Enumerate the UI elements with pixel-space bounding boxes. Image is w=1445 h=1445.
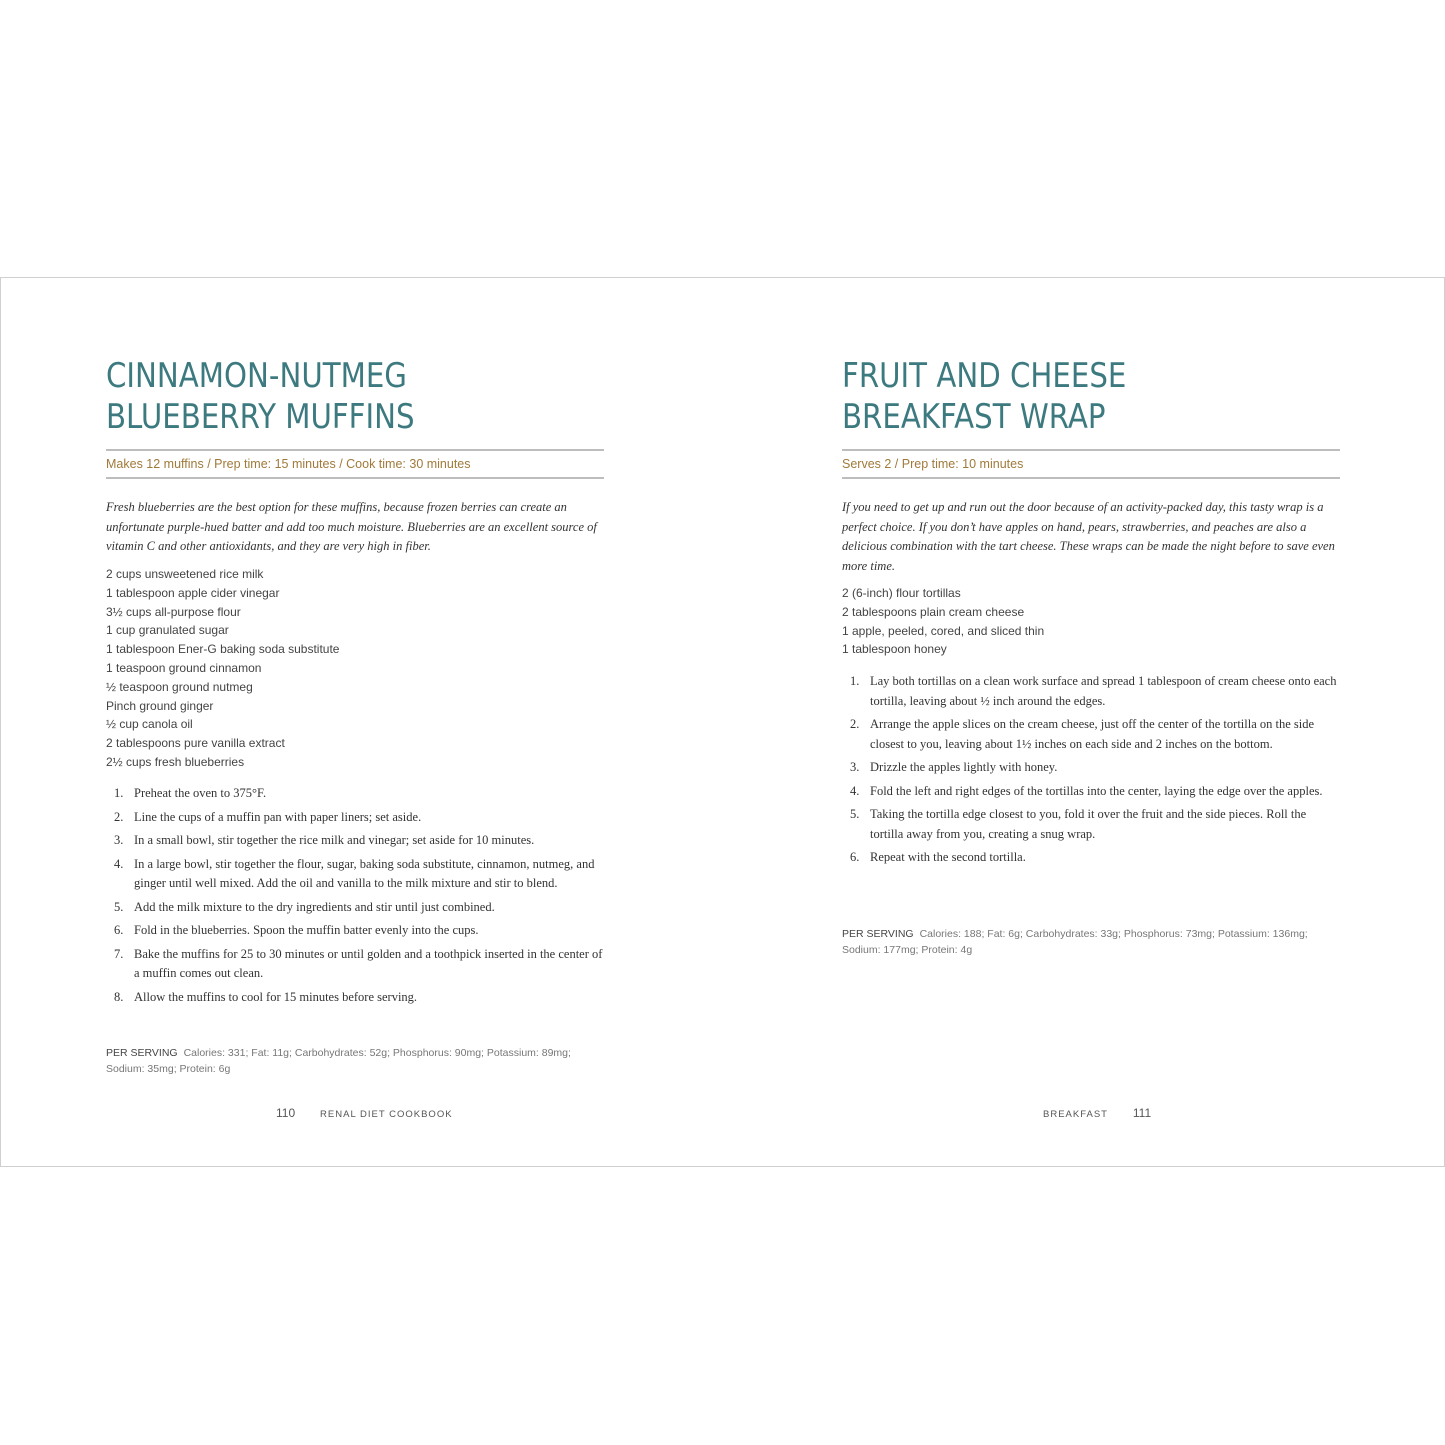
step-number: 3. bbox=[114, 833, 124, 847]
step-text: Arrange the apple slices on the cream cheese, just off the center of the tortilla on the side closest to you, leaving about 1½ inches on each side and 2 inches on the bottom. bbox=[870, 717, 1315, 751]
ingredient-list bbox=[106, 565, 339, 772]
title-line-2: BLUEBERRY MUFFINS bbox=[106, 397, 415, 437]
step-item bbox=[106, 945, 604, 984]
step-number: 5. bbox=[850, 807, 860, 821]
step-list bbox=[842, 672, 1340, 872]
nutrition-info bbox=[106, 1045, 604, 1077]
step-text: In a large bowl, stir together the flour, sugar, baking soda substitute, cinnamon, nutmeg, and ginger until well mixed. Add the oil and vanilla to the milk mixture and stir to blend. bbox=[134, 856, 595, 890]
step-item bbox=[106, 855, 604, 894]
step-number: 1. bbox=[114, 786, 124, 800]
step-item bbox=[842, 805, 1340, 844]
ingredient-item: 2 (6-inch) flour tortillas bbox=[842, 586, 961, 600]
step-text: Repeat with the second tortilla. bbox=[870, 850, 1026, 864]
title-line-1: FRUIT AND CHEESE bbox=[842, 356, 1127, 396]
step-text: In a small bowl, stir together the rice milk and vinegar; set aside for 10 minutes. bbox=[134, 833, 535, 847]
page-number: 110 bbox=[276, 1106, 296, 1120]
step-number: 6. bbox=[114, 923, 124, 937]
recipe-meta: Makes 12 muffins / Prep time: 15 minutes / Cook time: 30 minutes bbox=[106, 457, 471, 471]
page-footer bbox=[1043, 1104, 1151, 1122]
step-item bbox=[842, 782, 1340, 802]
ingredient-item: 1 teaspoon ground cinnamon bbox=[106, 660, 262, 675]
title-line-2: BREAKFAST WRAP bbox=[842, 397, 1106, 437]
step-text: Lay both tortillas on a clean work surface and spread 1 tablespoon of cream cheese onto each tortilla, leaving about ½ inch around the edges. bbox=[870, 674, 1337, 708]
recipe-title bbox=[106, 356, 415, 438]
step-number: 3. bbox=[850, 760, 860, 774]
ingredient-item: 1 apple, peeled, cored, and sliced thin bbox=[842, 623, 1045, 638]
ingredient-item: ½ cup canola oil bbox=[106, 717, 193, 732]
ingredient-item: 2 tablespoons plain cream cheese bbox=[842, 604, 1025, 619]
step-number: 2. bbox=[850, 717, 860, 731]
title-line-1: CINNAMON-NUTMEG bbox=[106, 356, 407, 396]
recipe-intro: Fresh blueberries are the best option for these muffins, because frozen berries can create an unfortunate purple-hued batter and add too much moisture. Blueberries are an excellent source of vitamin C and other antioxidants, and they are very high in fiber. bbox=[106, 500, 597, 553]
step-text: Fold the left and right edges of the tortillas into the center, laying the edge over the apples. bbox=[870, 783, 1323, 798]
step-number: 1. bbox=[850, 674, 860, 688]
ingredient-item: ½ teaspoon ground nutmeg bbox=[106, 679, 253, 694]
step-item bbox=[106, 808, 604, 828]
ingredient-item: 1 tablespoon apple cider vinegar bbox=[106, 585, 280, 600]
step-text: Preheat the oven to 375°F. bbox=[134, 786, 267, 800]
page-number: 111 bbox=[1132, 1106, 1152, 1120]
ingredient-item: 2 cups unsweetened rice milk bbox=[106, 567, 264, 581]
step-number: 5. bbox=[114, 899, 124, 914]
book-spread bbox=[0, 277, 1445, 1167]
step-text: Fold in the blueberries. Spoon the muffin batter evenly into the cups. bbox=[134, 923, 479, 937]
step-item bbox=[106, 898, 604, 918]
per-serving-label: PER SERVING bbox=[106, 1047, 178, 1059]
step-number: 6. bbox=[850, 850, 860, 864]
ingredient-item: 1 cup granulated sugar bbox=[106, 623, 229, 638]
step-number: 2. bbox=[114, 809, 124, 824]
step-item bbox=[106, 831, 604, 851]
divider-bottom bbox=[842, 477, 1340, 479]
ingredient-item: 1 tablespoon Ener-G baking soda substitute bbox=[106, 642, 340, 657]
ingredient-item: 2½ cups fresh blueberries bbox=[106, 754, 245, 769]
divider-bottom bbox=[106, 477, 604, 479]
recipe-title bbox=[842, 356, 1126, 438]
step-number: 8. bbox=[114, 989, 124, 1004]
divider-top bbox=[842, 449, 1340, 451]
step-text: Drizzle the apples lightly with honey. bbox=[870, 760, 1058, 774]
step-number: 4. bbox=[114, 856, 124, 871]
per-serving-label: PER SERVING bbox=[842, 928, 914, 940]
step-text: Add the milk mixture to the dry ingredients and stir until just combined. bbox=[134, 899, 495, 914]
step-item bbox=[842, 672, 1340, 711]
recipe-intro: If you need to get up and run out the door because of an activity-packed day, this tasty wrap is a perfect choice. If you don’t have apples on hand, pears, strawberries, and peaches are also a delicious combination with the tart cheese. These wraps can be made the night before to save even more time. bbox=[842, 500, 1335, 573]
step-item bbox=[842, 758, 1340, 778]
step-item bbox=[106, 988, 604, 1008]
ingredient-item: Pinch ground ginger bbox=[106, 698, 214, 713]
step-list bbox=[106, 784, 604, 1011]
step-item bbox=[842, 848, 1340, 868]
nutrition-values: Calories: 188; Fat: 6g; Carbohydrates: 33g; Phosphorus: 73mg; Potassium: 136mg; Sodium: 177mg; Protein: 4g bbox=[842, 928, 1308, 956]
step-text: Taking the tortilla edge closest to you, fold it over the fruit and the side pieces. Roll the tortilla away from you, creating a snug wrap. bbox=[870, 807, 1307, 841]
nutrition-info bbox=[842, 926, 1340, 958]
running-head: RENAL DIET COOKBOOK bbox=[320, 1109, 453, 1120]
nutrition-values: Calories: 331; Fat: 11g; Carbohydrates: 52g; Phosphorus: 90mg; Potassium: 89mg; Sodium: 35mg; Protein: 6g bbox=[106, 1047, 571, 1075]
ingredient-item: 3½ cups all-purpose flour bbox=[106, 604, 241, 619]
step-item bbox=[106, 921, 604, 941]
step-item bbox=[106, 784, 604, 804]
step-text: Bake the muffins for 25 to 30 minutes or until golden and a toothpick inserted in the center of a muffin comes out clean. bbox=[134, 946, 603, 980]
step-number: 7. bbox=[114, 946, 124, 961]
page-footer bbox=[276, 1104, 453, 1122]
step-number: 4. bbox=[850, 783, 860, 798]
recipe-meta: Serves 2 / Prep time: 10 minutes bbox=[842, 457, 1024, 471]
divider-top bbox=[106, 449, 604, 451]
step-text: Allow the muffins to cool for 15 minutes before serving. bbox=[134, 989, 418, 1004]
step-item bbox=[842, 715, 1340, 754]
step-text: Line the cups of a muffin pan with paper liners; set aside. bbox=[134, 809, 422, 824]
ingredient-list bbox=[842, 584, 1044, 659]
running-head: BREAKFAST bbox=[1043, 1109, 1108, 1120]
ingredient-item: 1 tablespoon honey bbox=[842, 642, 947, 657]
ingredient-item: 2 tablespoons pure vanilla extract bbox=[106, 736, 285, 751]
